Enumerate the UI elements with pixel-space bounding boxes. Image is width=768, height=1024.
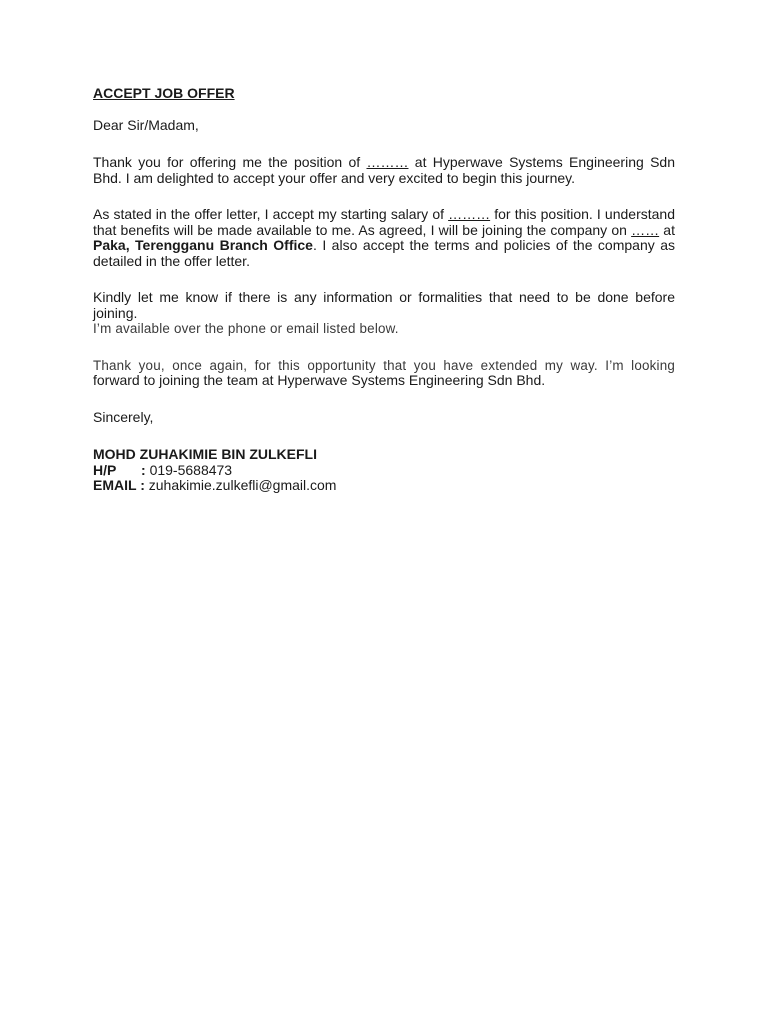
start-date-blank: …… <box>631 221 660 238</box>
phone-value: 019-5688473 <box>149 461 233 478</box>
paragraph-thanks <box>93 358 675 389</box>
sign-off: Sincerely, <box>93 408 154 425</box>
branch-office: Paka, Terengganu Branch Office <box>93 237 313 253</box>
signature-email-row <box>93 478 675 494</box>
letter-title: ACCEPT JOB OFFER <box>93 85 235 101</box>
greeting: Dear Sir/Madam, <box>93 116 199 133</box>
paragraph-salary-text-d: . I also accept the terms and policies of the company as detailed in the offer letter. <box>93 237 675 269</box>
salary-blank: ……… <box>448 206 491 222</box>
signature-name: MOHD ZUHAKIMIE BIN ZULKEFLI <box>93 446 317 462</box>
signature-phone-row <box>93 463 675 479</box>
letter-page <box>93 86 675 494</box>
paragraph-contact <box>93 290 675 337</box>
paragraph-contact-text-a: Kindly let me know if there is any information or formalities that need to be done before joining. <box>93 289 675 321</box>
paragraph-salary-text-b: for this position. I understand that benefits will be made available to me. As agreed, I will be joining the company on <box>93 206 675 238</box>
phone-label: H/P <box>93 461 117 478</box>
phone-separator: : <box>141 461 146 478</box>
paragraph-thanks-text-b: forward to joining the team at Hyperwave Systems Engineering Sdn Bhd. <box>93 372 546 388</box>
paragraph-position-text-b: at Hyperwave Systems Engineering Sdn Bhd. I am delighted to accept your offer and very excited to begin this journey. <box>93 154 675 186</box>
paragraph-contact-text-b: I’m available over the phone or email listed below. <box>93 321 399 336</box>
paragraph-salary <box>93 207 675 269</box>
paragraph-salary-text-c: at <box>659 221 675 238</box>
email-label: EMAIL : <box>93 477 145 493</box>
paragraph-position <box>93 155 675 186</box>
position-blank: ……… <box>366 154 409 170</box>
paragraph-thanks-text-a: Thank you, once again, for this opportunity that you have extended my way. I’m looking <box>93 357 675 373</box>
paragraph-salary-text-a: As stated in the offer letter, I accept my starting salary of <box>93 206 449 222</box>
email-value: zuhakimie.zulkefli@gmail.com <box>148 477 337 493</box>
paragraph-position-text-a: Thank you for offering me the position of <box>93 154 367 170</box>
